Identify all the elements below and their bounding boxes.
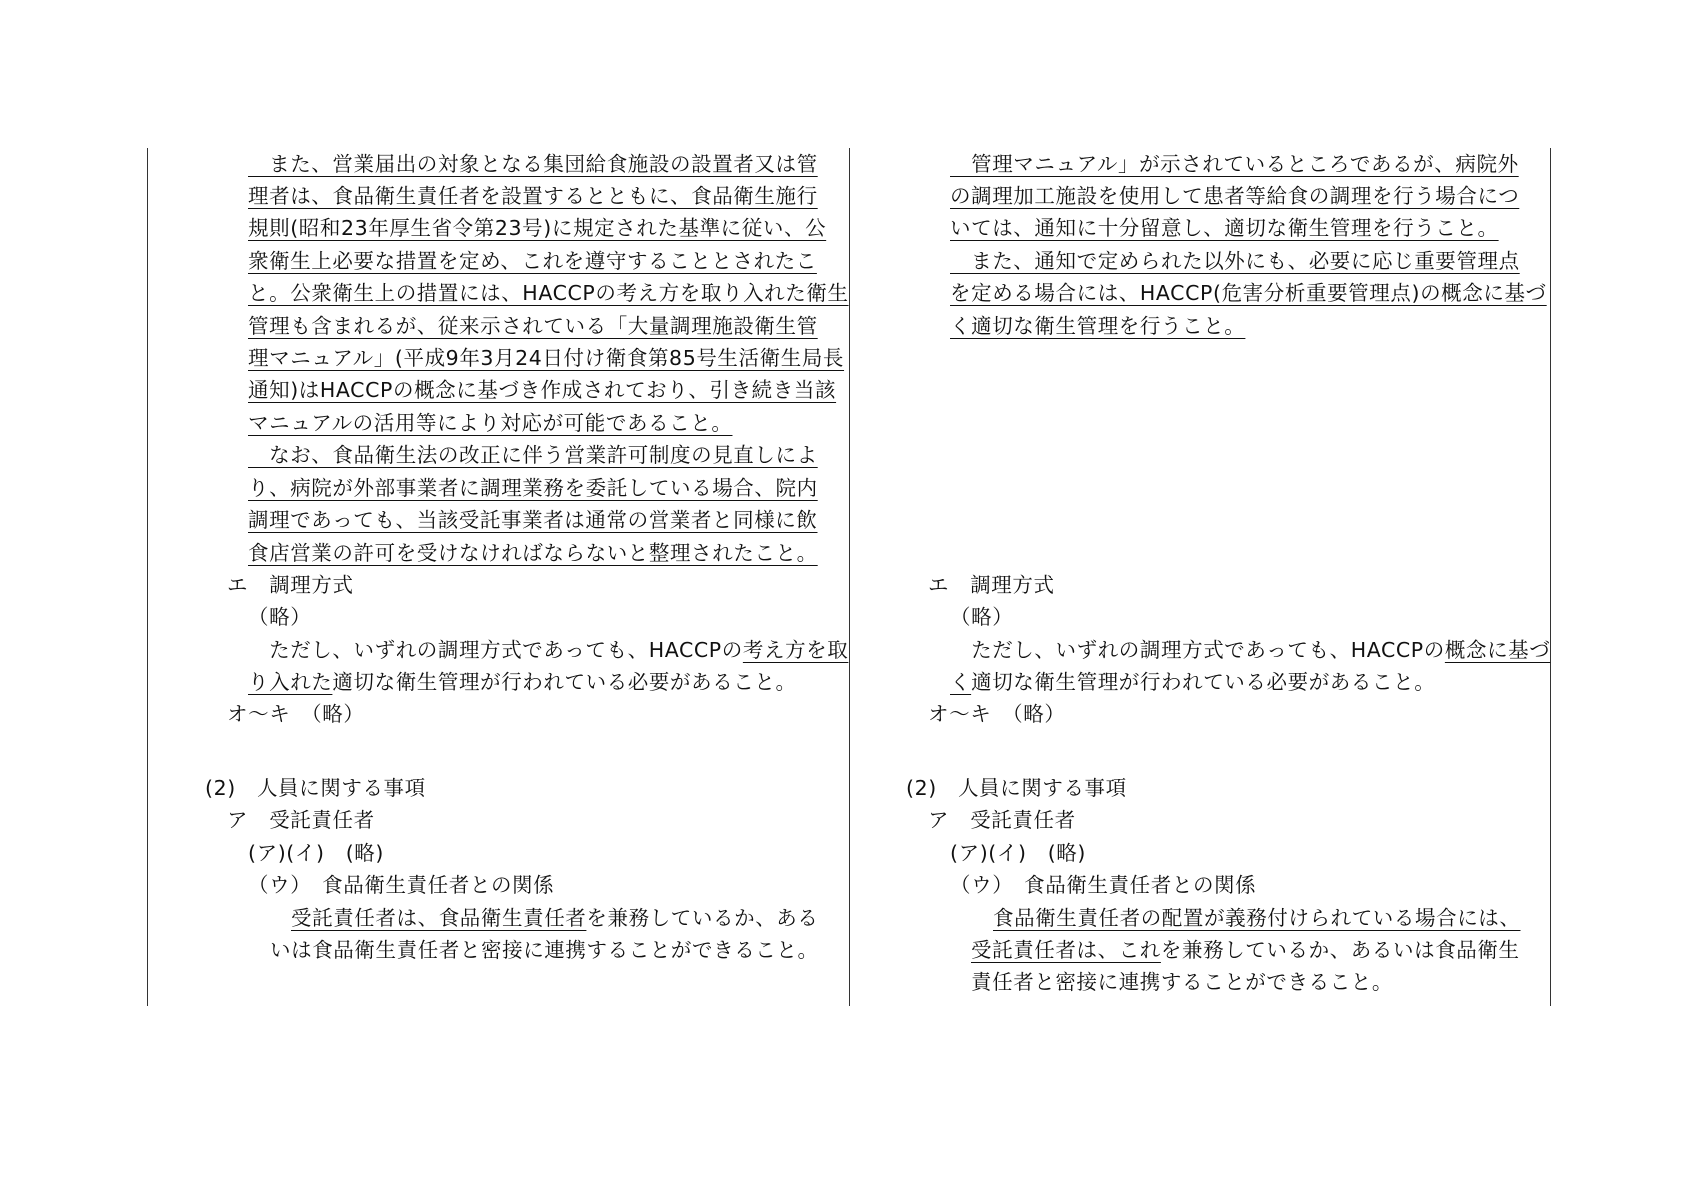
right-relation-text-plain: を兼務しているか、あるいは食品衛生	[1160, 938, 1520, 962]
right-relation-heading: （ウ） 食品衛生責任者との関係	[950, 873, 1257, 897]
left-para1-line: 通知)はHACCPの概念に基づき作成されており、引き続き当該	[248, 378, 837, 402]
left-para1-line: マニュアルの活用等により対応が可能であること。	[248, 411, 733, 435]
right-relation-text	[971, 934, 1520, 966]
left-o-ki-item: オ～キ （略）	[227, 702, 365, 726]
left-cooking-text-underlined: り入れた	[248, 670, 333, 694]
left-section2-heading: (2) 人員に関する事項	[205, 776, 426, 800]
right-cooking-text-plain: ただし、いずれの調理方式であっても、HACCPの	[950, 638, 1445, 662]
left-relation-heading: （ウ） 食品衛生責任者との関係	[248, 873, 555, 897]
right-cooking-method-heading: エ 調理方式	[928, 573, 1055, 597]
right-cooking-method-omitted: （略）	[950, 605, 1014, 629]
left-items-a-i-omitted: (ア)(イ) (略)	[248, 841, 384, 865]
right-para2-line: また、通知で定められた以外にも、必要に応じ重要管理点	[950, 249, 1520, 273]
left-cooking-text-plain: ただし、いずれの調理方式であっても、HACCPの	[248, 638, 743, 662]
right-items-a-i-omitted: (ア)(イ) (略)	[950, 841, 1086, 865]
left-cooking-method-text	[248, 634, 848, 666]
left-relation-text-plain: を兼務しているか、ある	[586, 906, 819, 930]
right-para2-line: を定める場合には、HACCP(危害分析重要管理点)の概念に基づ	[950, 281, 1547, 305]
left-para1-line: 管理も含まれるが、従来示されている「大量調理施設衛生管	[248, 314, 818, 338]
left-para2-line: り、病院が外部事業者に調理業務を委託している場合、院内	[248, 476, 818, 500]
right-cooking-text-plain: 適切な衛生管理が行われている必要があること。	[971, 670, 1436, 694]
left-para1-line: と。公衆衛生上の措置には、HACCPの考え方を取り入れた衛生	[248, 281, 849, 305]
left-para2-line: 調理であっても、当該受託事業者は通常の営業者と同様に飲	[248, 508, 818, 532]
left-para2-line: なお、食品衛生法の改正に伴う営業許可制度の見直しによ	[248, 443, 818, 467]
left-para1-line: 理者は、食品衛生責任者を設置するとともに、食品衛生施行	[248, 184, 818, 208]
right-para2-line: く適切な衛生管理を行うこと。	[950, 314, 1246, 338]
right-section2-heading: (2) 人員に関する事項	[906, 776, 1127, 800]
table-border-left	[147, 148, 148, 1006]
left-para1-line: 理マニュアル」(平成9年3月24日付け衛食第85号生活衛生局長	[248, 346, 845, 370]
right-relation-text: 責任者と密接に連携することができること。	[971, 970, 1393, 994]
right-o-ki-item: オ～キ （略）	[928, 702, 1066, 726]
left-relation-text	[291, 902, 819, 934]
right-para1-line: 管理マニュアル」が示されているところであるが、病院外	[950, 152, 1519, 176]
left-cooking-method-omitted: （略）	[248, 605, 312, 629]
left-cooking-method-heading: エ 調理方式	[227, 573, 354, 597]
right-para1-line: の調理加工施設を使用して患者等給食の調理を行う場合につ	[950, 184, 1520, 208]
left-relation-text-underlined: 受託責任者は、食品衛生責任者	[291, 906, 587, 930]
left-cooking-text-plain: 適切な衛生管理が行われている必要があること。	[332, 670, 797, 694]
right-cooking-text-underlined: 概念に基づ	[1444, 638, 1551, 662]
left-cooking-method-text	[248, 666, 797, 698]
left-para1-line: 衆衛生上必要な措置を定め、これを遵守することとされたこ	[248, 249, 817, 273]
table-border-right	[1550, 148, 1551, 1006]
left-para2-line: 食店営業の許可を受けなければならないと整理されたこと。	[248, 541, 818, 565]
right-para1-line: いては、通知に十分留意し、適切な衛生管理を行うこと。	[950, 216, 1499, 240]
right-contract-manager-heading: ア 受託責任者	[928, 808, 1076, 832]
right-relation-text: 食品衛生責任者の配置が義務付けられている場合には、	[993, 906, 1521, 930]
right-cooking-text-underlined: く	[950, 670, 972, 694]
left-para1-line: 規則(昭和23年厚生省令第23号)に規定された基準に従い、公	[248, 216, 827, 240]
left-cooking-text-underlined: 考え方を取	[742, 638, 849, 662]
right-cooking-method-text	[950, 634, 1550, 666]
left-para1-line: また、営業届出の対象となる集団給食施設の設置者又は管	[248, 152, 818, 176]
left-contract-manager-heading: ア 受託責任者	[227, 808, 375, 832]
table-border-middle	[849, 148, 850, 1006]
right-relation-text-underlined: 受託責任者は、これ	[971, 938, 1161, 962]
left-relation-text: いは食品衛生責任者と密接に連携することができること。	[270, 938, 819, 962]
right-cooking-method-text	[950, 666, 1435, 698]
